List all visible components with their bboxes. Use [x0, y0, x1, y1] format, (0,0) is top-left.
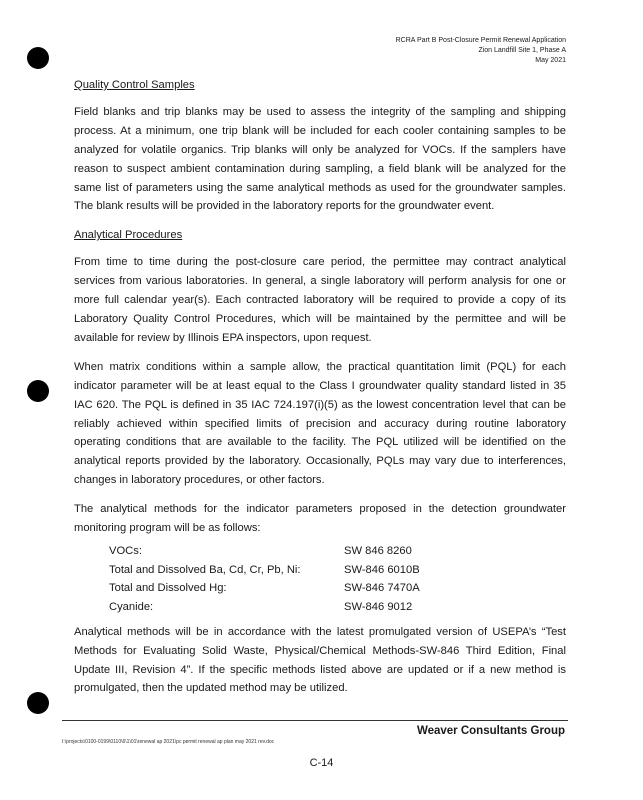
- company-name: Weaver Consultants Group: [416, 725, 565, 737]
- footer-divider: [62, 720, 568, 721]
- document-body: [74, 76, 566, 708]
- file-path: I:\projects\0100-0199\0110\6\1\01\renewal ap 2021\pc permit renewal ap plan may 2021 rev.doc: [62, 739, 275, 745]
- method-cell: SW 846 8260: [344, 544, 412, 557]
- table-row: [109, 579, 420, 598]
- parameter-cell: Cyanide:: [109, 601, 154, 614]
- methods-table: [109, 542, 420, 617]
- paragraph: From time to time during the post-closure care period, the permittee may contract analytical services from various laboratories. In general, a single laboratory will perform analysis for one or more full calendar year(s). Each contracted laboratory will be required to provide a copy of its Laboratory Quality Control Procedures, which will be maintained by the permittee and will be available for review by Illinois EPA inspectors, upon request.: [74, 256, 566, 344]
- table-row: [109, 561, 420, 580]
- header-line-1: RCRA Part B Post-Closure Permit Renewal Application: [395, 37, 566, 44]
- paragraph: Analytical methods will be in accordance with the latest promulgated version of USEPA’s “Test Methods for Evaluating Solid Waste, Physical/Chemical Methods-SW-846 Third Edition, Final Update III, Revision 4”. If the specific methods listed above are updated or if a new method is promulgated, then the updated method may be utilized.: [74, 625, 566, 695]
- header-line-2: Zion Landfill Site 1, Phase A: [478, 47, 566, 54]
- section-heading: Analytical Procedures: [74, 229, 183, 242]
- method-cell: SW-846 7470A: [344, 582, 420, 595]
- method-cell: SW-846 9012: [344, 601, 413, 614]
- table-row: [109, 542, 420, 561]
- table-row: [109, 598, 420, 617]
- page-number: C-14: [309, 757, 334, 769]
- running-header: [396, 36, 566, 66]
- binder-hole-icon: [27, 692, 49, 714]
- paragraph: When matrix conditions within a sample allow, the practical quantitation limit (PQL) for each indicator parameter will be at least equal to the Class I groundwater quality standard listed in 35 IAC 620. The PQL is defined in 35 IAC 724.197(i)(5) as the lowest concentration level that can be reliably achieved within specified limits of precision and accuracy during routine laboratory operating conditions that are available to the facility. The PQL utilized will be identified on the analytical reports provided by the laboratory. Occasionally, PQLs may vary due to interferences, changes in laboratory procedures, or other factors.: [74, 360, 566, 487]
- binder-hole-icon: [27, 47, 49, 69]
- section-heading: Quality Control Samples: [74, 79, 195, 91]
- binder-hole-icon: [27, 380, 49, 402]
- method-cell: SW-846 6010B: [344, 563, 420, 576]
- header-line-3: May 2021: [535, 57, 566, 64]
- paragraph: The analytical methods for the indicator parameters proposed in the detection groundwater monitoring program will be as follows:: [74, 503, 566, 535]
- parameter-cell: VOCs:: [109, 544, 142, 557]
- parameter-cell: Total and Dissolved Hg:: [109, 582, 227, 595]
- parameter-cell: Total and Dissolved Ba, Cd, Cr, Pb, Ni:: [109, 563, 301, 576]
- paragraph: Field blanks and trip blanks may be used to assess the integrity of the sampling and shipping process. At a minimum, one trip blank will be included for each cooler containing samples to be analyzed for volatile organics. Trip blanks will only be analyzed for VOCs. If the samplers have reason to suspect ambient contamination during sampling, a field blank will be analyzed for the same list of parameters using the same analytical methods as used for the groundwater samples. The blank results will be provided in the laboratory reports for the groundwater event.: [74, 105, 566, 213]
